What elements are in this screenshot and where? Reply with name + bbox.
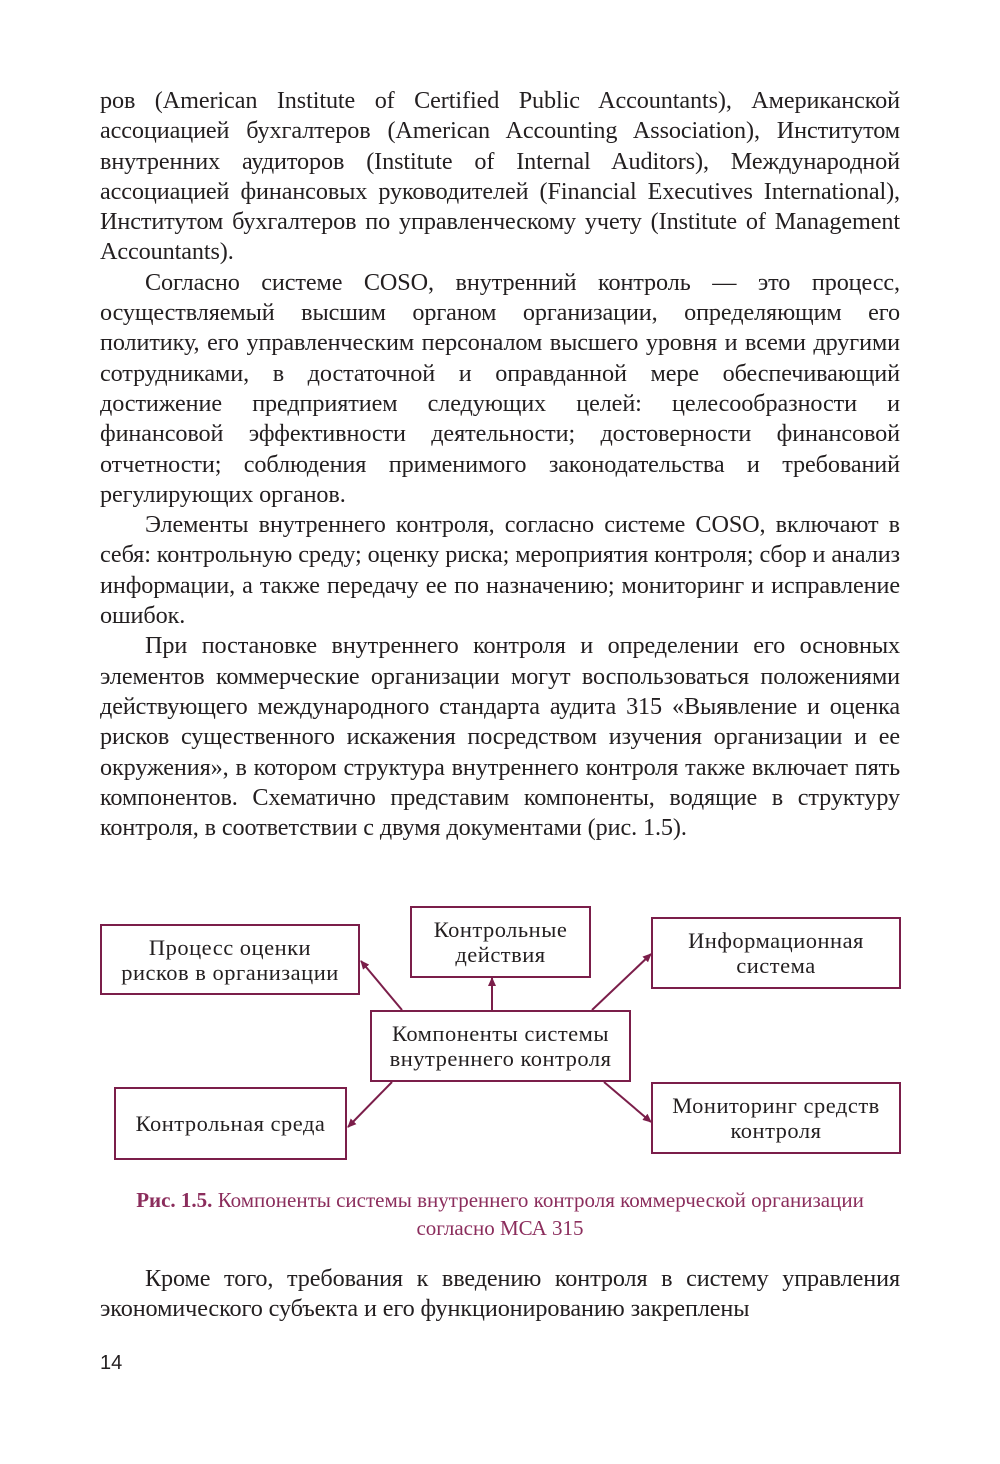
figure-label: Рис. 1.5. <box>136 1188 213 1212</box>
arrow-to-top-right <box>592 954 651 1010</box>
paragraph: Кроме того, требования к введению контроля в систему управления экономического субъекта и его функционированию закреплены <box>100 1265 900 1323</box>
paragraph: Согласно системе COSO, внутренний контроль — это процесс, осуществляемый высшим органом организации, определяющим его политику, его управленческим персоналом высшего уровня и всеми другими сотрудниками, в достаточной и оправданной мере обеспечивающий достижение предприятием следующих целей: целесообразности и финансовой эффективности деятельности; достоверности финансовой отчетности; соблюдения применимого законодательства и требований регулирующих органов. <box>100 268 900 508</box>
diagram-box-bottom-left: Контрольная среда <box>114 1087 347 1160</box>
paragraph: ров (American Institute of Certified Public Accountants), Американской ассоциацией бухгалтеров (American Accounting Association), Институтом внутренних аудиторов (Institute of Internal Auditors), Международной ассоциацией финансовых руководителей (Financial Executives International), Институтом бухгалтеров по управленческому учету (Institute of Management Accountants). <box>100 87 900 266</box>
figure-caption-text: Компоненты системы внутреннего контроля коммерческой организации согласно МСА 315 <box>212 1188 864 1240</box>
arrow-to-top-left <box>361 961 402 1010</box>
paragraph: При постановке внутреннего контроля и определении его основных элементов коммерческие организации могут воспользоваться положениями действующего международного стандарта аудита 315 «Выявление и оценка рисков существенного искажения посредством изучения организации и ее окружения», в котором структура внутреннего контроля также включает пять компонентов. Схематично представим компоненты, водящие в структуру контроля, в соответствии с двумя документами (рис. 1.5). <box>100 632 900 842</box>
diagram-box-top-center: Контрольные действия <box>410 906 591 978</box>
diagram-box-top-left: Процесс оценки рисков в организации <box>100 924 360 995</box>
arrow-to-bottom-left <box>348 1082 392 1127</box>
page-number: 14 <box>100 1352 123 1374</box>
figure-caption <box>100 1186 900 1242</box>
diagram-box-center: Компоненты системы внутреннего контроля <box>370 1010 631 1082</box>
arrow-to-bottom-right <box>604 1082 651 1122</box>
diagram-box-bottom-right: Мониторинг средств контроля <box>651 1082 901 1154</box>
body-text-bottom <box>100 1264 900 1325</box>
paragraph: Элементы внутреннего контроля, согласно системе COSO, включают в себя: контрольную среду; оценку риска; мероприятия контроля; сбор и анализ информации, а также передачу ее по назначению; мониторинг и исправление ошибок. <box>100 511 900 630</box>
diagram-box-top-right: Информационная система <box>651 917 901 989</box>
